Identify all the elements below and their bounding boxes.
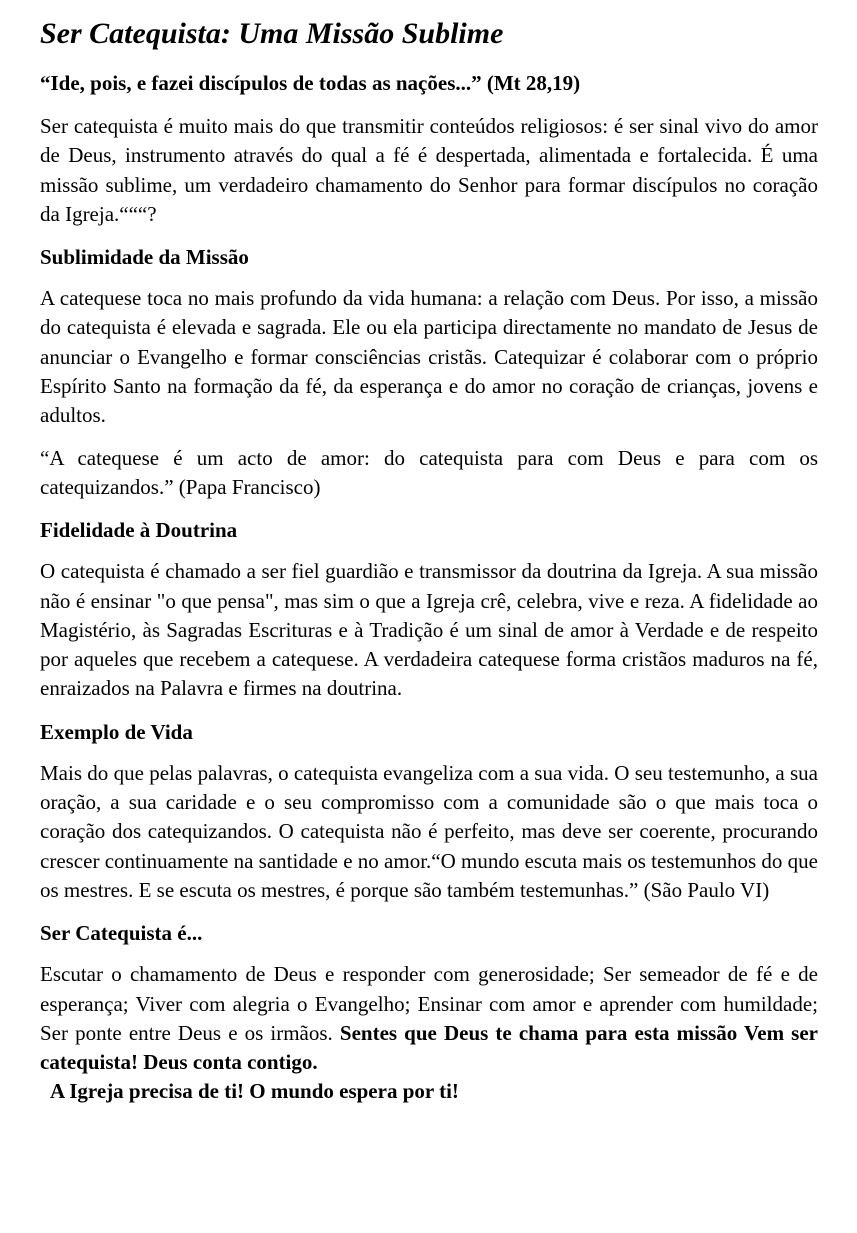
paragraph-plain-text: Escutar o chamamento de Deus e responder com generosidade; Ser semeador de fé e de esperança; Viver com alegria o Evangelho; Ensinar com amor e aprender com humildade; Ser ponte entre Deus e os irmãos. xyxy=(40,962,818,1045)
call-to-action-text: Sentes que Deus te chama para esta missão Vem ser catequista! Deus conta contigo. xyxy=(40,1020,818,1075)
section-ser-catequista xyxy=(40,918,818,1106)
section-paragraph: Mais do que pelas palavras, o catequista evangeliza com a sua vida. O seu testemunho, a sua oração, a sua caridade e o seu compromisso com a comunidade são o que mais toca o coração dos catequizandos. O catequista não é perfeito, mas deve ser coerente, procurando crescer continuamente na santidade e no amor.“O mundo escuta mais os testemunhos do que os mestres. E se escuta os mestres, é porque são também testemunhas.” (São Paulo VI) xyxy=(40,760,818,902)
quote-paragraph: “A catequese é um acto de amor: do catequista para com Deus e para com os catequizandos.” (Papa Francisco) xyxy=(40,445,818,499)
intro-paragraph: Ser catequista é muito mais do que transmitir conteúdos religiosos: é ser sinal vivo do amor de Deus, instrumento através do qual a fé é despertada, alimentada e fortalecida. É uma missão sublime, um verdadeiro chamamento do Senhor para formar discípulos no coração da Igreja.“““? xyxy=(40,114,818,226)
section-heading: Sublimidade da Missão xyxy=(40,245,249,270)
document-page xyxy=(40,14,818,1120)
closing-line: A Igreja precisa de ti! O mundo espera por ti! xyxy=(50,1079,459,1104)
section-paragraph: O catequista é chamado a ser fiel guardião e transmissor da doutrina da Igreja. A sua missão não é ensinar "o que pensa", mas sim o que a Igreja crê, celebra, vive e reza. A fidelidade ao Magistério, às Sagradas Escrituras e à Tradição é um sinal de amor à Verdade e de respeito por aqueles que recebem a catequese. A verdadeira catequese forma cristãos maduros na fé, enraizados na Palavra e firmes na doutrina. xyxy=(40,559,818,701)
section-exemplo xyxy=(40,717,818,905)
section-sublimidade xyxy=(40,242,818,502)
section-heading: Fidelidade à Doutrina xyxy=(40,518,238,543)
section-paragraph xyxy=(40,960,818,1106)
section-paragraph: A catequese toca no mais profundo da vida humana: a relação com Deus. Por isso, a missão do catequista é elevada e sagrada. Ele ou ela participa directamente no mandato de Jesus de anunciar o Evangelho e formar consciências cristãs. Catequizar é colaborar com o próprio Espírito Santo na formação da fé, da esperança e do amor no coração de crianças, jovens e adultos. xyxy=(40,286,818,428)
document-title: Ser Catequista: Uma Missão Sublime xyxy=(40,17,504,50)
section-heading: Exemplo de Vida xyxy=(40,719,193,744)
section-fidelidade xyxy=(40,515,818,703)
epigraph-quote: “Ide, pois, e fazei discípulos de todas as nações...” (Mt 28,19) xyxy=(40,71,581,95)
section-heading: Ser Catequista é... xyxy=(40,921,203,946)
